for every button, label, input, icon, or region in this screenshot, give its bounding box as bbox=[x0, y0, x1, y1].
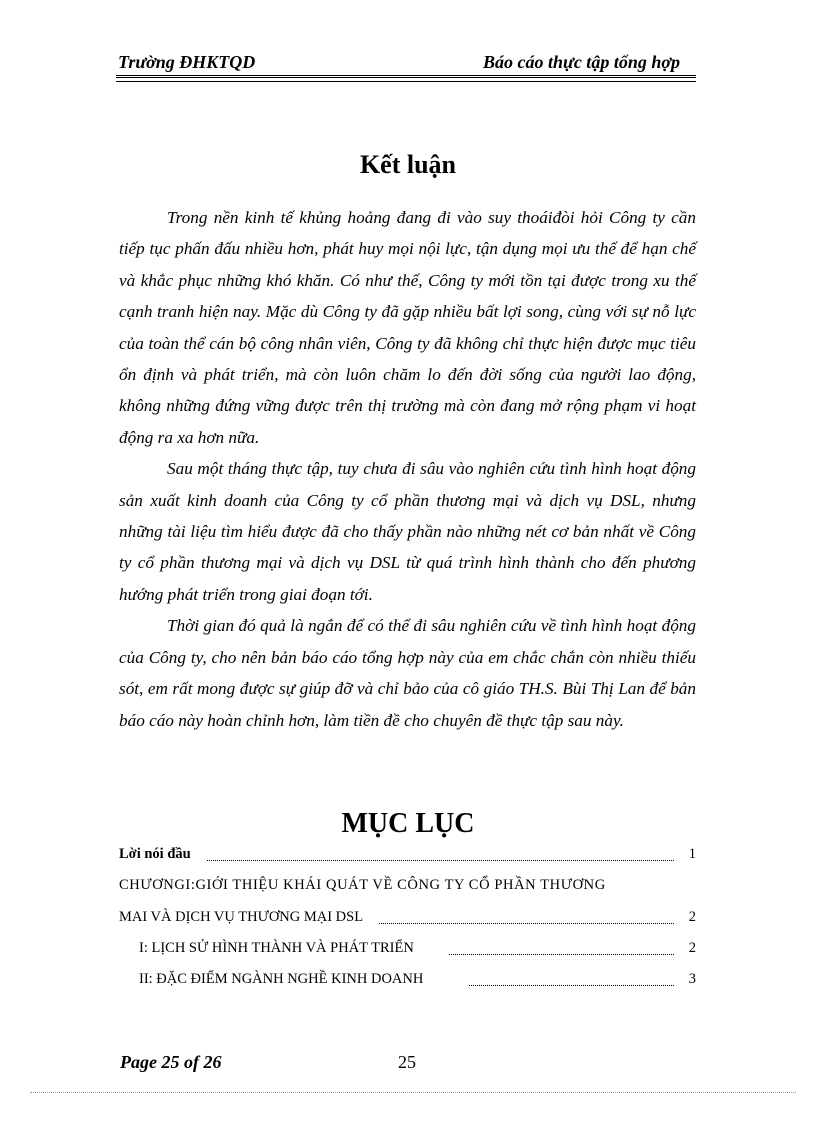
footer-page-number: 25 bbox=[398, 1052, 416, 1072]
toc-entry-page: 2 bbox=[688, 940, 696, 956]
conclusion-body bbox=[119, 202, 696, 736]
header-report-title: Báo cáo thực tập tổng hợp bbox=[483, 52, 680, 72]
toc-entry[interactable] bbox=[119, 903, 696, 934]
paragraph-3: Thời gian đó quả là ngắn để có thể đi sâu nghiên cứu về tình hình hoạt động của Công ty, cho nên bản báo cáo tổng hợp này của em chắc chắn còn nhiều thiếu sót, em rất mong được sự giúp đỡ và chỉ bảo của cô giáo TH.S. Bùi Thị Lan để bản báo cáo này hoàn chỉnh hơn, làm tiền đề cho chuyên đề thực tập sau này. bbox=[119, 616, 696, 730]
toc-leader bbox=[449, 954, 674, 955]
toc-entry-page: 3 bbox=[688, 971, 696, 987]
toc-entry-label: MAI VÀ DỊCH VỤ THƯƠNG MẠI DSL bbox=[119, 909, 364, 925]
toc-leader bbox=[469, 985, 674, 986]
toc-entry-page: 1 bbox=[688, 846, 696, 862]
toc-entry[interactable] bbox=[119, 840, 696, 869]
page-title: Kết luận bbox=[359, 150, 457, 179]
table-of-contents bbox=[119, 840, 696, 996]
toc-leader bbox=[379, 923, 674, 924]
toc-entry-label: II: ĐẶC ĐIỂM NGÀNH NGHỀ KINH DOANH bbox=[139, 971, 424, 987]
page-break-rule bbox=[30, 1092, 796, 1093]
toc-entry-page: 2 bbox=[688, 909, 696, 925]
toc-leader bbox=[207, 860, 674, 861]
toc-entry[interactable] bbox=[119, 965, 696, 996]
toc-title: MỤC LỤC bbox=[341, 808, 475, 839]
toc-entry[interactable] bbox=[119, 934, 696, 965]
toc-entry-label: Lời nói đầu bbox=[119, 846, 191, 862]
header-rule bbox=[116, 75, 696, 82]
toc-entry-label: I: LỊCH SỬ HÌNH THÀNH VÀ PHÁT TRIỂN bbox=[139, 940, 414, 956]
toc-entry[interactable] bbox=[119, 869, 696, 903]
paragraph-1: Trong nền kinh tế khủng hoảng đang đi vào suy thoáiđòi hỏi Công ty cần tiếp tục phấn đấu nhiều hơn, phát huy mọi nội lực, tận dụng mọi ưu thế để hạn chế và khắc phục những khó khăn. Có như thế, Công ty mới tồn tại được trong xu thế cạnh tranh hiện nay. Mặc dù Công ty đã gặp nhiều bất lợi song, cùng với sự nỗ lực của toàn thể cán bộ công nhân viên, Công ty đã không chỉ thực hiện được mục tiêu ổn định và phát triển, mà còn luôn chăm lo đến đời sống của người lao động, không những đứng vững được trên thị trường mà còn đang mở rộng phạm vi hoạt động ra xa hơn nữa. bbox=[119, 208, 696, 447]
footer-page-label: Page 25 of 26 bbox=[120, 1052, 222, 1072]
header-school: Trường ĐHKTQD bbox=[118, 52, 256, 72]
paragraph-2: Sau một tháng thực tập, tuy chưa đi sâu vào nghiên cứu tình hình hoạt động sản xuất kinh doanh của Công ty cổ phần thương mại và dịch vụ DSL, nhưng những tài liệu tìm hiểu được đã cho thấy phần nào những nét cơ bản nhất về Công ty cổ phần thương mại và dịch vụ DSL từ quá trình hình thành cho đến phương hướng phát triển trong giai đoạn tới. bbox=[119, 459, 696, 604]
toc-entry-label: CHƯƠNGI:GIỚI THIỆU KHÁI QUÁT VỀ CÔNG TY CỔ PHẦN THƯƠNG bbox=[119, 877, 606, 893]
page-header bbox=[116, 48, 696, 78]
